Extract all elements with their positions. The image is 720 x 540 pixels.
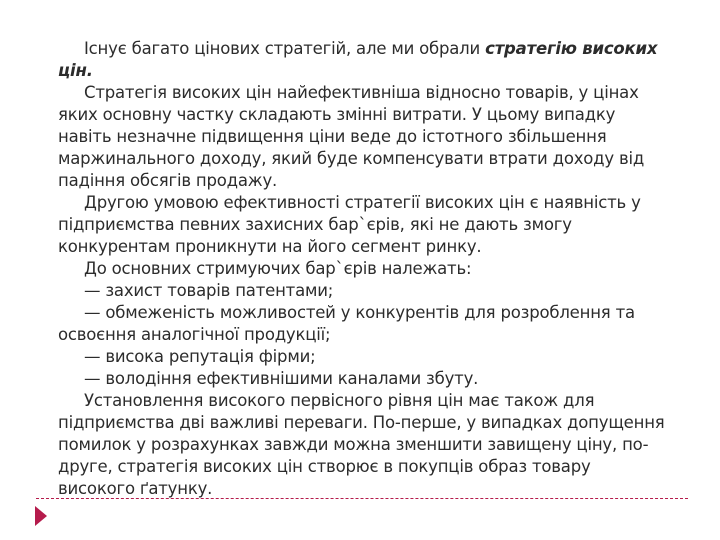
list-item-reputation: — висока репутація фірми; (84, 347, 316, 366)
paragraph-barriers-heading: До основних стримуючих бар`єрів належать: (84, 259, 472, 278)
list-item-sales-channels: — володіння ефективнішими каналами збуту. (84, 369, 479, 388)
emphasis-high-price-strategy: стратегію високих цін (58, 39, 658, 80)
footer-divider (36, 498, 688, 499)
paragraph-high-price-efficiency: Стратегія високих цін найефективніша відносно товарів, у цінах яких основну частку складають змінні витрати. У цьому випадку навіть незначне підвищення ціни веде до істотного збільшення маржинального доходу, який буде компенсувати втрати доходу від падіння обсягів продажу. (58, 83, 645, 190)
slide-body-text (58, 38, 670, 500)
paragraph-intro-text: Існує багато цінових стратегій, але ми обрали (84, 39, 486, 58)
triangle-right-icon[interactable] (35, 506, 47, 526)
paragraph-advantages: Установлення високого первісного рівня цін має також для підприємства дві важливі переваги. По-перше, у випадках допущення помилок у розрахунках завжди можна зменшити завищену ціну, по-друге, стратегія високих цін створює в покупців образ товару високого ґатунку. (58, 391, 665, 498)
paragraph-second-condition: Другою умовою ефективності стратегії високих цін є наявність у підприємства певних захисних бар`єрів, які не дають змогу конкурентам проникнути на його сегмент ринку. (58, 193, 641, 256)
list-item-patents: — захист товарів патентами; (84, 281, 334, 300)
emphasis-period: . (86, 61, 93, 80)
paragraph-intro (58, 38, 670, 82)
list-item-competitor-limits: — обмеженість можливостей у конкурентів для розроблення та освоєння аналогічної продукції; (58, 303, 635, 344)
